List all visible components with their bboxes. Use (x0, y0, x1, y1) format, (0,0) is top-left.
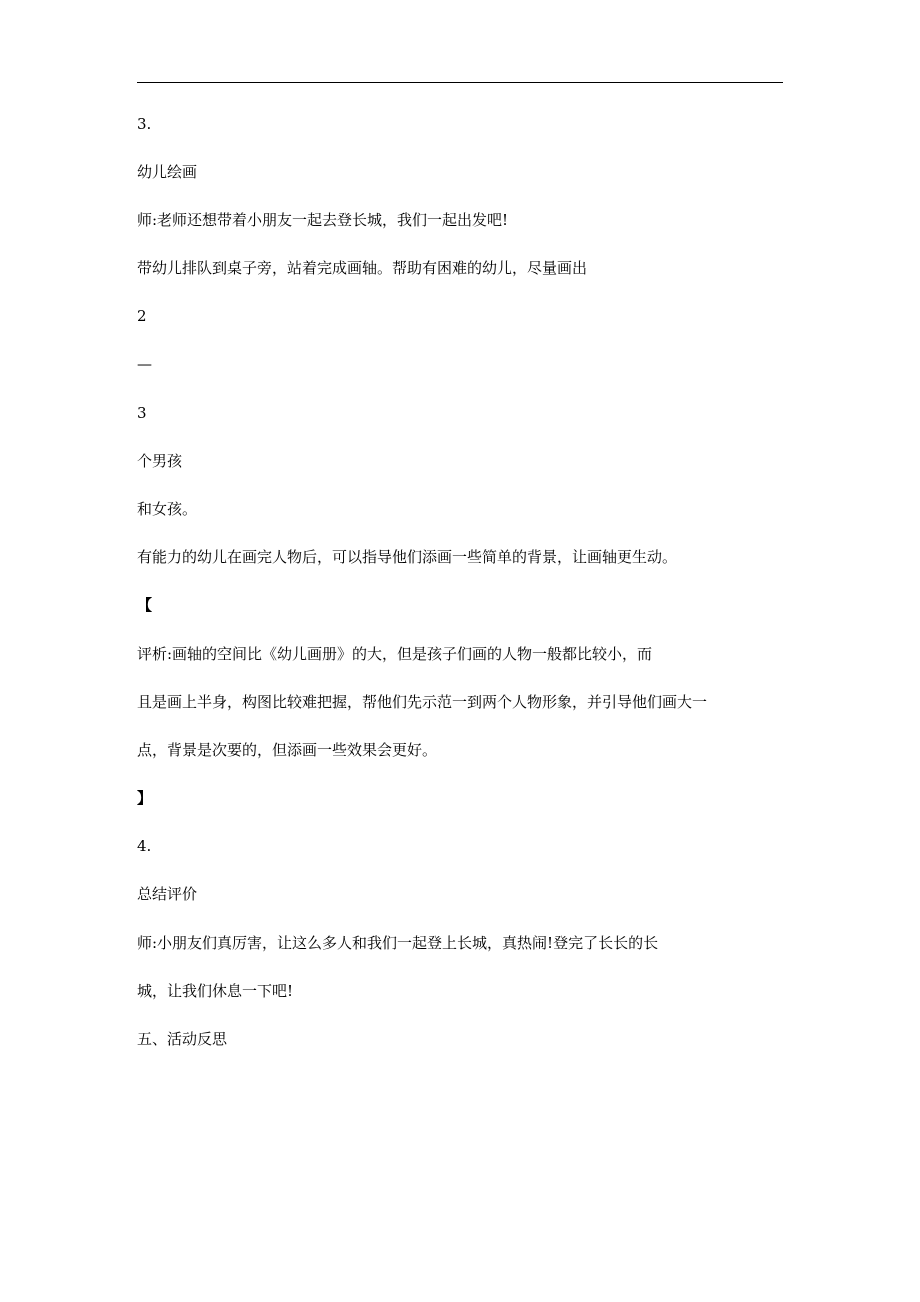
header-rule (137, 82, 783, 83)
summary-line-1: 师:小朋友们真厉害，让这么多人和我们一起登上长城，真热闹!登完了长长的长 (137, 934, 659, 952)
section-title-reflection: 五、活动反思 (137, 1030, 228, 1048)
girls-line: 和女孩。 (137, 500, 198, 518)
teacher-line: 师:老师还想带着小朋友一起去登长城，我们一起出发吧! (137, 211, 509, 229)
comment-line-1: 评析:画轴的空间比《幼儿画册》的大，但是孩子们画的人物一般都比较小，而 (137, 645, 653, 663)
comment-line-2: 且是画上半身，构图比较难把握，帮他们先示范一到两个人物形象，并引导他们画大一 (137, 693, 708, 711)
close-bracket: 】 (137, 789, 153, 807)
summary-line-2: 城，让我们休息一下吧! (137, 982, 294, 1000)
number-three: 3 (137, 404, 147, 422)
section-number-4: 4. (137, 837, 152, 855)
boys-line: 个男孩 (137, 452, 183, 470)
section-title-drawing: 幼儿绘画 (137, 163, 198, 181)
section-number-3: 3. (137, 115, 152, 133)
ability-line: 有能力的幼儿在画完人物后，可以指导他们添画一些简单的背景，让画轴更生动。 (137, 548, 678, 566)
dash: — (137, 355, 152, 373)
comment-line-3: 点，背景是次要的，但添画一些效果会更好。 (137, 741, 438, 759)
instruction-line: 带幼儿排队到桌子旁，站着完成画轴。帮助有困难的幼儿，尽量画出 (137, 259, 588, 277)
number-two: 2 (137, 307, 147, 325)
section-title-summary: 总结评价 (137, 885, 198, 903)
open-bracket: 【 (137, 596, 153, 614)
